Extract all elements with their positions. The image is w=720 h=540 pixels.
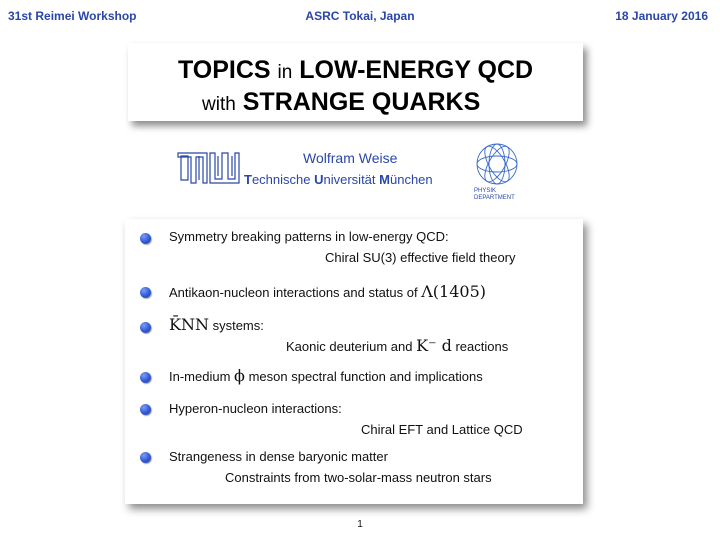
page-number: 1 bbox=[357, 519, 363, 530]
title-word-with: with bbox=[202, 94, 236, 115]
bullet-3 bbox=[140, 322, 151, 333]
item-4-line bbox=[169, 366, 483, 385]
tum-logo-icon bbox=[177, 151, 241, 185]
institution-initial-u: U bbox=[314, 172, 324, 187]
item-5-line-2: Chiral EFT and Lattice QCD bbox=[361, 422, 523, 437]
item-2-text: Antikaon-nucleon interactions and status of bbox=[169, 285, 418, 300]
bullet-2 bbox=[140, 287, 151, 298]
physik-department-label bbox=[474, 188, 515, 202]
title-word-strange: STRANGE QUARKS bbox=[242, 88, 481, 116]
header-workshop: 31st Reimei Workshop bbox=[8, 9, 137, 23]
bullet-4 bbox=[140, 372, 151, 383]
item-3-text: systems: bbox=[212, 318, 264, 333]
title-box bbox=[128, 43, 583, 121]
title-line-1 bbox=[128, 56, 583, 85]
item-2-math: Λ(1405) bbox=[421, 282, 486, 301]
institution-part-3: ünchen bbox=[389, 172, 433, 187]
title-word-in: in bbox=[277, 62, 293, 83]
institution-part-2: niversität bbox=[323, 172, 380, 187]
item-1-line-1: Symmetry breaking patterns in low-energy QCD: bbox=[169, 229, 449, 244]
item-5-line-1: Hyperon-nucleon interactions: bbox=[169, 401, 342, 416]
institution-initial-m: M bbox=[379, 172, 390, 187]
item-3-math-kd: K⁻ d bbox=[416, 336, 452, 355]
title-word-topics: TOPICS bbox=[177, 56, 271, 84]
institution-initial-t: T bbox=[244, 172, 252, 187]
bullet-6 bbox=[140, 452, 151, 463]
title-line-2 bbox=[202, 88, 480, 117]
item-6-line-2: Constraints from two-solar-mass neutron stars bbox=[225, 470, 492, 485]
item-6-line-1: Strangeness in dense baryonic matter bbox=[169, 449, 388, 464]
item-3-line-1 bbox=[169, 315, 264, 334]
bullet-5 bbox=[140, 404, 151, 415]
item-4-text-b: meson spectral function and implications bbox=[248, 369, 483, 384]
physik-department-logo-icon bbox=[475, 142, 519, 186]
bullet-1 bbox=[140, 233, 151, 244]
item-2-line bbox=[169, 282, 486, 301]
item-3-line-2 bbox=[286, 336, 508, 355]
title-word-qcd: LOW-ENERGY QCD bbox=[299, 56, 534, 84]
author-name: Wolfram Weise bbox=[303, 150, 398, 166]
item-3-line-2c: reactions bbox=[455, 339, 509, 354]
item-4-math: ϕ bbox=[234, 366, 245, 385]
item-4-text-a: In-medium bbox=[169, 369, 231, 384]
item-3-line-2a: Kaonic deuterium and bbox=[286, 339, 413, 354]
institution-part-1: echnische bbox=[251, 172, 315, 187]
item-3-math: K̄NN bbox=[169, 315, 209, 334]
department-line-2: DEPARTMENT bbox=[474, 195, 515, 201]
institution bbox=[244, 172, 433, 187]
header-date: 18 January 2016 bbox=[615, 9, 708, 23]
department-line-1: PHYSIK bbox=[474, 188, 497, 194]
header-location: ASRC Tokai, Japan bbox=[305, 9, 415, 23]
item-1-line-2: Chiral SU(3) effective field theory bbox=[325, 250, 516, 265]
